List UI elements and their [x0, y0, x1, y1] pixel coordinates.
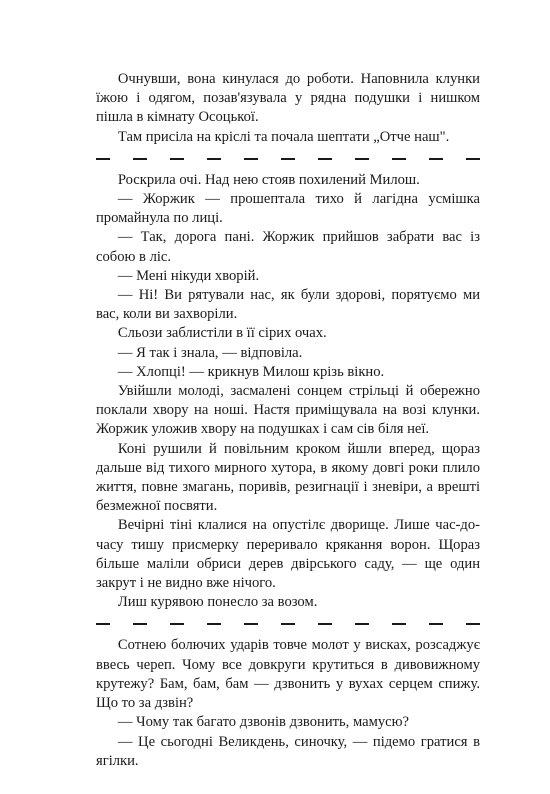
dialogue-line: — Це сьогодні Великдень, синочку, — підемо гратися в ягілки.: [96, 733, 480, 769]
dialogue-line: — Жоржик — прошептала тихо й лагідна усмішка промайнула по лиці.: [96, 191, 480, 227]
dialogue-line: — Мені нікуди хворій.: [117, 267, 260, 284]
paragraph: Там присіла на кріслі та почала шептати „Отче наш".: [117, 128, 450, 145]
dialogue-line: — Чому так багато дзвонів дзвонить, мамусю?: [117, 714, 409, 731]
paragraph: Сльози заблистіли в її сірих очах.: [117, 325, 327, 342]
dialogue-line: — Хлопці! — крикнув Милош крізь вікно.: [117, 363, 385, 380]
dialogue-line: — Так, дорога пані. Жоржик прийшов забрати вас із собою в ліс.: [96, 229, 480, 265]
text-column: [96, 70, 480, 771]
section-separator: [96, 615, 480, 633]
paragraph: Роскрила очі. Над нею стояв похилений Милош.: [117, 171, 420, 188]
paragraph: Увійшли молоді, засмалені сонцем стрільці й обережно поклали хвору на ноші. Настя приміщувала на возі клунки. Жоржик уложив хвору на подушках і сам сів біля неї.: [96, 383, 480, 438]
paragraph: Лиш курявою понесло за возом.: [117, 594, 318, 611]
paragraph: Очнувши, вона кинулася до роботи. Наповнила клунки їжою і одягом, позав'язувала у рядна подушки і нишком пішла в кімнату Осоцької.: [96, 71, 480, 126]
section-separator: [96, 150, 480, 168]
paragraph: Коні рушили й повільним кроком йшли вперед, щораз дальше від тихого мирного хутора, в якому довгі роки плило життя, повне змагань, поривів, резигнації і зневіри, а врешті безмежної посвяти.: [96, 440, 480, 515]
paragraph: Вечірні тіні клалися на опустілє дворище. Лише час-до-часу тишу присмерку переривало крякання ворон. Щораз більше маліли обриси дерев двірського саду, — ще один закрут і не видно вже нічого.: [96, 517, 480, 592]
paragraph: Сотнею болючих ударів товче молот у висках, розсаджує ввесь череп. Чому все довкруги крутиться в дивовижному крутежу? Бам, бам, бам — дзвонить у вухах серцем спижу. Що то за дзвін?: [96, 637, 480, 712]
dialogue-line: — Ні! Ви рятували нас, як були здорові, порятуємо ми вас, коли ви захворіли.: [96, 287, 480, 323]
dialogue-line: — Я так і знала, — відповіла.: [117, 344, 303, 361]
